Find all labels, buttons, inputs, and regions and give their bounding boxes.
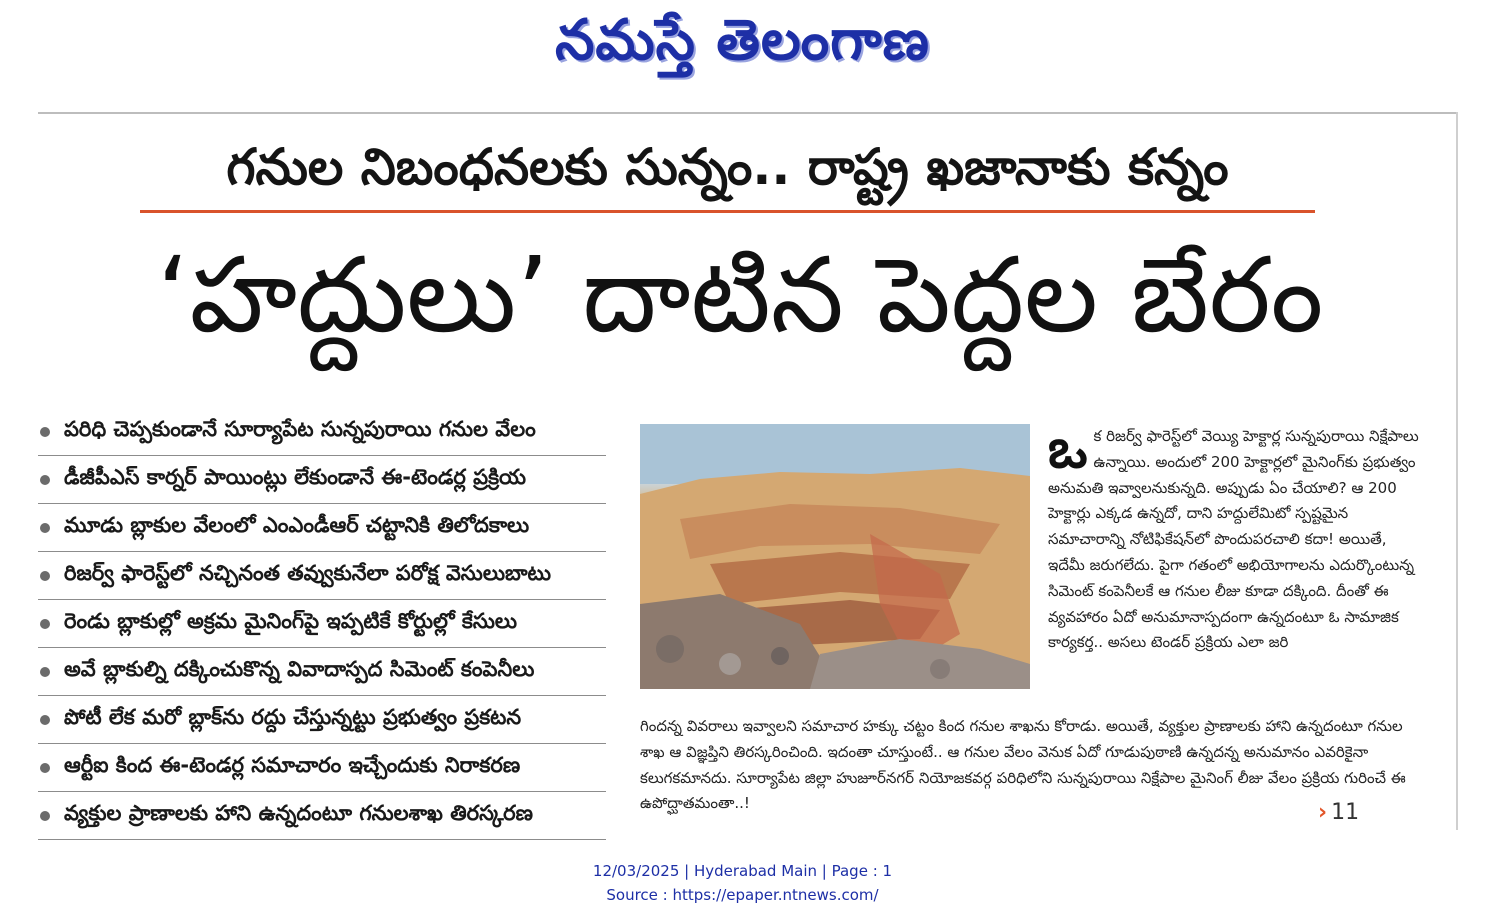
- highlight-item: ఆర్టీఐ కింద ఈ-టెండర్ల సమాచారం ఇచ్చేందుకు నిరాకరణ: [38, 744, 606, 792]
- bullet-dot-icon: [40, 571, 50, 581]
- continued-on-page-link[interactable]: [1318, 800, 1359, 825]
- article-text: క రిజర్వ్ ఫారెస్ట్‌లో వెయ్యి హెక్టార్ల సున్నపురాయి నిక్షేపాలు ఉన్నాయి. అందులో 200 హెక్టార్లలో మైనింగ్‌కు ప్రభుత్వం అనుమతి ఇవ్వాలనుకున్నది. అప్పుడు ఏం చేయాలి? ఆ 200 హెక్టార్లు ఎక్కడ ఉన్నదో, దాని హద్దులేమిటో స్పష్టమైన సమాచారాన్ని నోటిఫికేషన్‌లో పొందుపరచాలి కదా! అయితే, ఇదేమీ జరుగలేదు. పైగా గతంలో అభియోగాలను ఎదుర్కొంటున్న సిమెంట్ కంపెనీలకే ఆ గనుల లీజు కూడా దక్కింది. దీంతో ఈ వ్యవహారం ఏదో అనుమానాస్పదంగా ఉన్నదంటూ ఓ సామాజిక కార్యకర్త.. అసలు టెండర్ ప్రక్రియ ఎలా జరి: [1048, 427, 1419, 652]
- article-column-2: గిందన్న వివరాలు ఇవ్వాలని సమాచార హక్కు చట్టం కింద గనుల శాఖను కోరాడు. అయితే, వ్యక్తుల ప్రాణాలకు హాని ఉన్నదంటూ గనుల శాఖ ఆ విజ్ఞప్తిని తిరస్కరించింది. ఇదంతా చూస్తుంటే.. ఆ గనుల వేలం వెనుక ఏదో గూడుపుఠాణి ఉన్నదన్న అనుమానం ఎవరికైనా కలుగకమానదు. సూర్యాపేట జిల్లా హుజూర్‌నగర్ నియోజకవర్గ పరిధిలోని సున్నపురాయి నిక్షేపాల మైనింగ్ లీజు వేలం ప్రక్రియ గురించే ఈ ఉపోద్ఘాతమంతా..!: [640, 717, 1406, 813]
- main-headline: ‘హద్దులు’ దాటిన పెద్దల బేరం: [156, 234, 1324, 356]
- highlights-list: [38, 408, 606, 840]
- bullet-dot-icon: [40, 715, 50, 725]
- mine-photo: [640, 424, 1030, 689]
- bullet-dot-icon: [40, 619, 50, 629]
- highlight-item: అవే బ్లాకుల్ని దక్కించుకొన్న వివాదాస్పద సిమెంట్ కంపెనీలు: [38, 648, 606, 696]
- highlight-item: పరిధి చెప్పకుండానే సూర్యాపేట సున్నపురాయి గనుల వేలం: [38, 408, 606, 456]
- jump-page-number: 11: [1331, 800, 1360, 825]
- highlight-item: రెండు బ్లాకుల్లో అక్రమ మైనింగ్‌పై ఇప్పటికే కోర్టుల్లో కేసులు: [38, 600, 606, 648]
- highlight-item: వ్యక్తుల ప్రాణాలకు హాని ఉన్నదంటూ గనులశాఖ తిరస్కరణ: [38, 792, 606, 840]
- drop-cap: ఒ: [1048, 417, 1088, 480]
- highlight-item: రిజర్వ్ ఫారెస్ట్‌లో నచ్చినంత తవ్వుకునేలా పరోక్ష వెసులుబాటు: [38, 552, 606, 600]
- kicker-headline: గనుల నిబంధనలకు సున్నం.. రాష్ట్ర ఖజానాకు కన్నం: [226, 138, 1229, 196]
- highlight-item: పోటీ లేక మరో బ్లాక్‌ను రద్దు చేస్తున్నట్టు ప్రభుత్వం ప్రకటన: [38, 696, 606, 744]
- kicker-underline: [140, 210, 1315, 213]
- chevron-right-icon: ›: [1318, 800, 1328, 825]
- highlight-item: మూడు బ్లాకుల వేలంలో ఎంఎండీఆర్ చట్టానికి తిలోదకాలు: [38, 504, 606, 552]
- bullet-dot-icon: [40, 667, 50, 677]
- highlight-item: డీజీపీఎస్ కార్నర్ పాయింట్లు లేకుండానే ఈ-టెండర్ల ప్రక్రియ: [38, 456, 606, 504]
- article-column-1: [1048, 417, 1428, 656]
- bullet-dot-icon: [40, 427, 50, 437]
- source-link[interactable]: Source : https://epaper.ntnews.com/: [606, 886, 879, 904]
- open-pit-mine-illustration: [640, 424, 1030, 689]
- bullet-dot-icon: [40, 811, 50, 821]
- right-divider: [1456, 112, 1458, 830]
- bullet-dot-icon: [40, 763, 50, 773]
- edition-info: 12/03/2025 | Hyderabad Main | Page : 1: [592, 862, 893, 880]
- bullet-dot-icon: [40, 523, 50, 533]
- masthead-logo: నమస్తే తెలంగాణ: [555, 8, 930, 73]
- bullet-dot-icon: [40, 475, 50, 485]
- top-divider: [38, 112, 1458, 114]
